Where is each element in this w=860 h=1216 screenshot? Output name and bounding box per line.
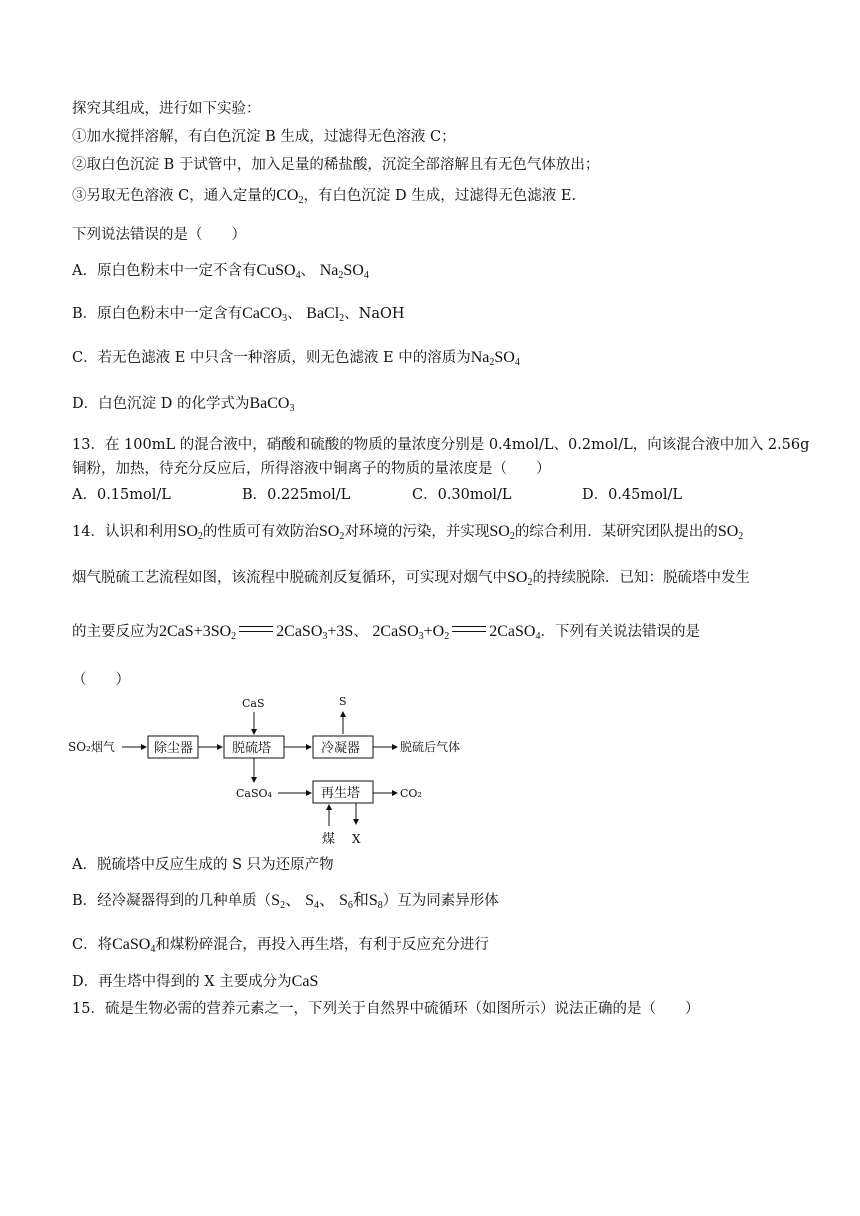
intro-line-1: 探究其组成，进行如下实验： <box>72 101 261 117</box>
formula-na2so4-c: $Na_2SO_4$ <box>470 349 520 368</box>
q12-option-a: A．原白色粉末中一定不含有CuSO$_4$、 $Na_2SO_4$ <box>72 262 369 281</box>
so2-gas-label: SO₂烟气 <box>68 740 115 754</box>
q14-l2b: 的持续脱除．已知：脱硫塔中发生 <box>532 570 750 586</box>
q13-option-b: B．0.225mol/L <box>242 487 351 503</box>
q13-options <box>72 485 752 505</box>
q14-l1c: 对环境的污染，并实现 <box>344 524 490 540</box>
q14-l3c: ．下列有关说法错误的是 <box>540 624 700 640</box>
q14-l3b: 、 <box>353 624 368 640</box>
equation-2: $2CaSO_3+O_2$ 2CaSO$_4$ <box>372 623 541 642</box>
q14-l1b: 的性质可有效防治 <box>202 524 319 540</box>
q12-option-c <box>72 348 520 373</box>
co2-label: CO₂ <box>400 787 422 800</box>
formula-so2-4: $SO_2$ <box>717 523 744 542</box>
caso4-label: CaSO₄ <box>236 787 272 800</box>
formula-baco3: BaCO$_3$ <box>249 395 295 414</box>
formula-so2-1: $SO_2$ <box>177 523 203 542</box>
formula-caco3: CaCO$_3$ <box>242 305 288 324</box>
out-gas-label: 脱硫后气体 <box>400 740 461 754</box>
q13-option-a: A．0.15mol/L <box>72 487 171 503</box>
coal-label: 煤 <box>322 832 336 847</box>
formula-caso4: CaSO$_4$ <box>112 936 156 955</box>
q14-line-2 <box>72 568 750 593</box>
q14-option-a: A．脱硫塔中反应生成的 S 只为还原产物 <box>72 857 334 873</box>
q13-line-2: 铜粉，加热，待充分反应后，所得溶液中铜离子的物质的量浓度是（ ） <box>72 461 551 477</box>
q14-option-d-text: D．再生塔中得到的 X 主要成分为 <box>72 974 292 990</box>
regen-tower-label: 再生塔 <box>321 786 361 801</box>
cas-label: CaS <box>242 697 265 710</box>
formula-so2-2: $SO_2$ <box>318 523 345 542</box>
dust-collector-label: 除尘器 <box>154 741 194 756</box>
q14-option-c <box>72 935 489 960</box>
q14-option-c-text: C．将 <box>72 937 113 953</box>
formula-co2: $CO_2$ <box>276 187 304 206</box>
formula-bacl2: BaCl$_2$ <box>306 305 345 324</box>
formula-so2-5: $SO_2$ <box>507 569 533 588</box>
formula-so2-3: $SO_2$ <box>489 523 515 542</box>
intro-line-4-b: ，有白色沉淀 D 生成，过滤得无色滤液 E. <box>303 188 577 204</box>
formula-na2so4: $Na_2SO_4$ <box>319 262 369 281</box>
q12-option-b-text: B．原白色粉末中一定含有 <box>72 306 243 322</box>
intro-line-3: ②取白色沉淀 B 于试管中，加入足量的稀盐酸，沉淀全部溶解且有无色气体放出； <box>72 157 600 173</box>
desulfurization-flow-diagram <box>66 690 466 860</box>
desulf-tower-label: 脱硫塔 <box>232 741 272 756</box>
q14-option-b-text: B．经冷凝器得到的几种单质（ <box>72 893 272 909</box>
intro-line-4 <box>72 186 576 211</box>
question-prompt: 下列说法错误的是（ ） <box>72 227 246 243</box>
q14-l2a: 烟气脱硫工艺流程如图，该流程中脱硫剂反复循环，可实现对烟气中 <box>72 570 507 586</box>
formula-cas: CaS <box>291 973 319 990</box>
formula-s-allotropes: $S_2$、 $S_4$、 $S_6$和$S_8$ <box>271 892 383 911</box>
condenser-label: 冷凝器 <box>321 741 361 756</box>
q13-option-c: C．0.30mol/L <box>412 487 512 503</box>
x-label: X <box>352 832 361 846</box>
formula-cuso4: CuSO$_4$ <box>256 262 301 281</box>
q13-line-1: 13．在 100mL 的混合液中，硝酸和硫酸的物质的量浓度分别是 0.4mol/L、0.2mol/L，向该混合液中加入 2.56g <box>72 437 810 453</box>
q14-option-b-post: ）互为同素异形体 <box>382 893 499 909</box>
q12-option-a-text: A．原白色粉末中一定不含有 <box>72 263 257 279</box>
q12-option-b: B．原白色粉末中一定含有CaCO$_3$、 BaCl$_2$、NaOH <box>72 305 405 324</box>
intro-line-2: ①加水搅拌溶解，有白色沉淀 B 生成，过滤得无色溶液 C； <box>72 129 456 145</box>
s-label: S <box>339 695 347 708</box>
q12-option-d <box>72 394 294 419</box>
q15-stem: 15．硫是生物必需的营养元素之一，下列关于自然界中硫循环（如图所示）说法正确的是（ ） <box>72 1001 700 1017</box>
q14-l1d: 的综合利用．某研究团队提出的 <box>514 524 718 540</box>
q14-line-4: （ ） <box>72 672 130 688</box>
q13-option-d: D．0.45mol/L <box>582 487 683 503</box>
equation-1: $2CaS+3SO_2$ 2CaSO$_3$+3S <box>159 623 354 642</box>
q12-option-d-text: D．白色沉淀 D 的化学式为 <box>72 396 250 412</box>
q14-line-1 <box>72 522 743 547</box>
intro-line-4-a: ③另取无色溶液 C，通入定量的 <box>72 188 277 204</box>
q14-option-d <box>72 972 318 992</box>
q14-line-3 <box>72 622 700 647</box>
q14-l3a: 的主要反应为 <box>72 624 159 640</box>
q12-option-c-text: C．若无色滤液 E 中只含一种溶质，则无色滤液 E 中的溶质为 <box>72 350 471 366</box>
q14-l1a: 14．认识和利用 <box>72 524 178 540</box>
q14-option-c-post: 和煤粉碎混合，再投入再生塔，有利于反应充分进行 <box>155 937 489 953</box>
q12-option-b-post: 、NaOH <box>344 306 405 322</box>
q14-option-b <box>72 891 499 916</box>
